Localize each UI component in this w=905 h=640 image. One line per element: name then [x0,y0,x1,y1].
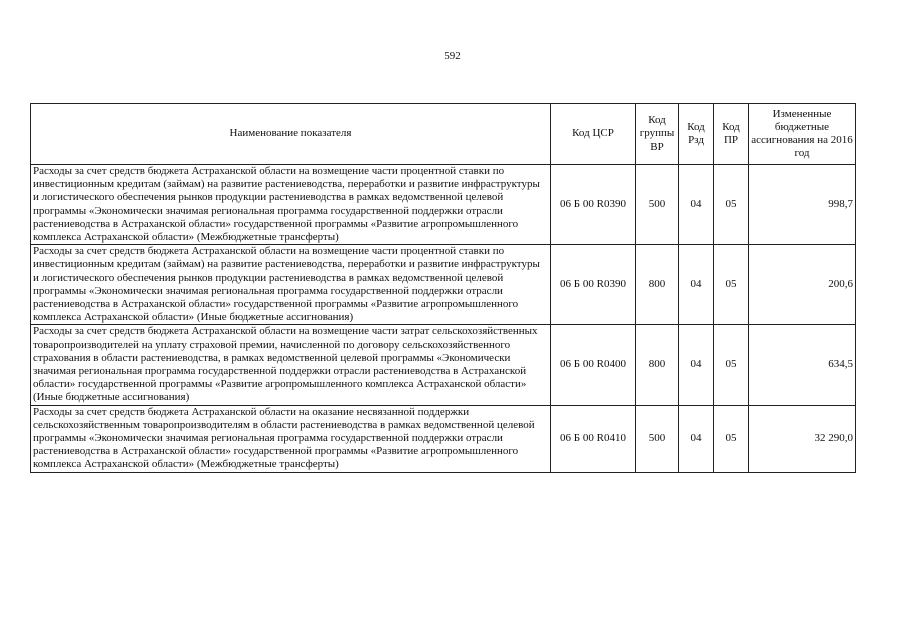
page-number: 592 [444,50,461,62]
cell-name: Расходы за счет средств бюджета Астраханской области на возмещение части процентной ставки по инвестиционным кредитам (займам) на развитие растениеводства, переработки и развитие инфраструктуры и логистического обеспечения рынков продукции растениеводства в рамках ведомственной целевой программы «Экономически значимая региональная программа государственной поддержки отрасли растениеводства в Астраханской области» государственной программы «Развитие агропромышленного комплекса Астраханской области» (Иные бюджетные ассигнования) [31,245,551,325]
cell-pr-code: 05 [714,165,749,245]
cell-vr-code: 800 [636,325,679,405]
cell-csr-code: 06 Б 00 R0400 [551,325,636,405]
cell-amount: 998,7 [749,165,856,245]
cell-vr-code: 500 [636,405,679,472]
cell-vr-code: 500 [636,165,679,245]
header-csr-code: Код ЦСР [551,104,636,165]
budget-table [30,103,856,473]
header-vr-code: Код группы ВР [636,104,679,165]
table-row [31,165,856,245]
table-header [31,104,856,165]
header-rzd-code: Код Рзд [679,104,714,165]
table-row [31,245,856,325]
header-row [31,104,856,165]
cell-csr-code: 06 Б 00 R0390 [551,245,636,325]
header-amount: Измененные бюджетные ассигнования на 2016 год [749,104,856,165]
cell-name: Расходы за счет средств бюджета Астраханской области на оказание несвязанной поддержки сельскохозяйственным товаропроизводителям в области растениеводства в рамках ведомственной целевой программы «Экономически значимая региональная программа государственной поддержки отрасли растениеводства в Астраханской области» государственной программы «Развитие агропромышленного комплекса Астраханской области» (Межбюджетные трансферты) [31,405,551,472]
table-row [31,325,856,405]
header-name: Наименование показателя [31,104,551,165]
cell-csr-code: 06 Б 00 R0410 [551,405,636,472]
cell-amount: 634,5 [749,325,856,405]
cell-amount: 200,6 [749,245,856,325]
table-row [31,405,856,472]
cell-name: Расходы за счет средств бюджета Астраханской области на возмещение части процентной ставки по инвестиционным кредитам (займам) на развитие растениеводства, переработки и развитие инфраструктуры и логистического обеспечения рынков продукции растениеводства в рамках ведомственной целевой программы «Экономически значимая региональная программа государственной поддержки отрасли растениеводства в Астраханской области» государственной программы «Развитие агропромышленного комплекса Астраханской области» (Межбюджетные трансферты) [31,165,551,245]
cell-csr-code: 06 Б 00 R0390 [551,165,636,245]
cell-rzd-code: 04 [679,405,714,472]
table-body [31,165,856,473]
cell-rzd-code: 04 [679,165,714,245]
cell-pr-code: 05 [714,325,749,405]
cell-pr-code: 05 [714,405,749,472]
cell-name: Расходы за счет средств бюджета Астраханской области на возмещение части затрат сельскохозяйственных товаропроизводителей на уплату страховой премии, начисленной по договору сельскохозяйственного страхования в области растениеводства, в рамках ведомственной целевой программы «Экономически значимая региональная программа государственной поддержки отрасли растениеводства в Астраханской области» государственной программы «Развитие агропромышленного комплекса Астраханской области» (Иные бюджетные ассигнования) [31,325,551,405]
cell-vr-code: 800 [636,245,679,325]
cell-rzd-code: 04 [679,325,714,405]
cell-rzd-code: 04 [679,245,714,325]
header-pr-code: Код ПР [714,104,749,165]
cell-pr-code: 05 [714,245,749,325]
cell-amount: 32 290,0 [749,405,856,472]
